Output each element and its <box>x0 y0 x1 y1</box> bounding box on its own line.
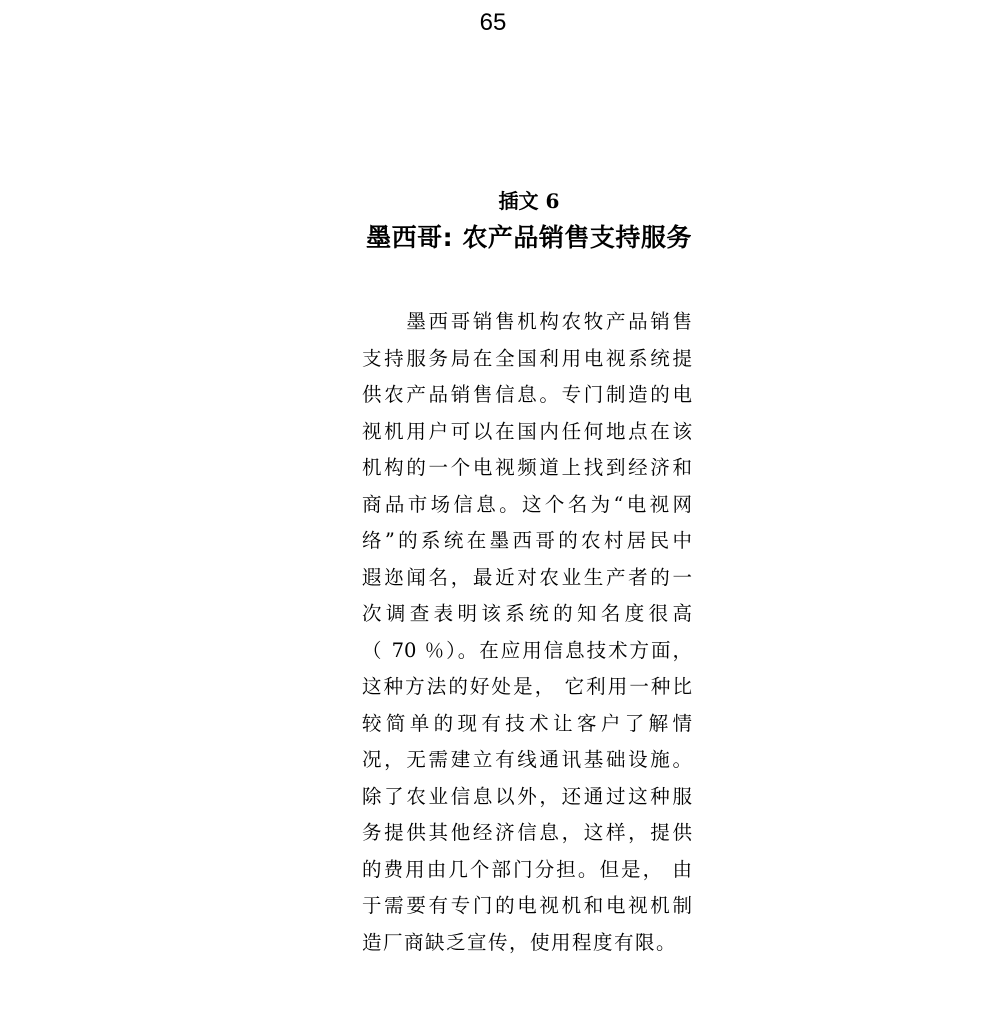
body-line: 于需要有专门的电视机和电视机制 <box>362 894 692 917</box>
body-line: 机构的一个电视频道上找到经济和 <box>362 456 692 479</box>
body-line: 除了农业信息以外，还通过这种服 <box>362 784 692 808</box>
body-line: 这种方法的好处是， 它利用一种比 <box>362 675 692 698</box>
body-line: 供农产品销售信息。专门制造的电 <box>362 383 692 406</box>
body-line: 络”的系统在墨西哥的农村居民中 <box>362 529 692 552</box>
body-line: 次调查表明该系统的知名度很高 <box>362 602 692 625</box>
body-line: 况，无需建立有线通讯基础设施。 <box>362 748 692 771</box>
body-line: 墨西哥销售机构农牧产品销售 <box>362 310 692 333</box>
body-line: 的费用由几个部门分担。但是， 由 <box>362 857 692 881</box>
body-line: 视机用户可以在国内任何地点在该 <box>362 419 692 443</box>
box-label: 插文 6 <box>498 189 560 213</box>
body-line: 支持服务局在全国利用电视系统提 <box>362 346 692 370</box>
body-line: （ 70 ％）。在应用信息技术方面， <box>362 638 692 662</box>
body-line: 商品市场信息。这个名为“电视网 <box>362 492 692 516</box>
body-line: 遐迩闻名，最近对农业生产者的一 <box>362 565 692 589</box>
box-body-text <box>362 304 692 961</box>
body-line: 较简单的现有技术让客户了解情 <box>362 711 692 735</box>
body-line: 造厂商缺乏宣传，使用程度有限。 <box>362 930 678 954</box>
body-line: 务提供其他经济信息，这样，提供 <box>362 821 692 844</box>
page-number: 65 <box>479 9 507 36</box>
box-title: 墨西哥: 农产品销售支持服务 <box>366 223 692 252</box>
